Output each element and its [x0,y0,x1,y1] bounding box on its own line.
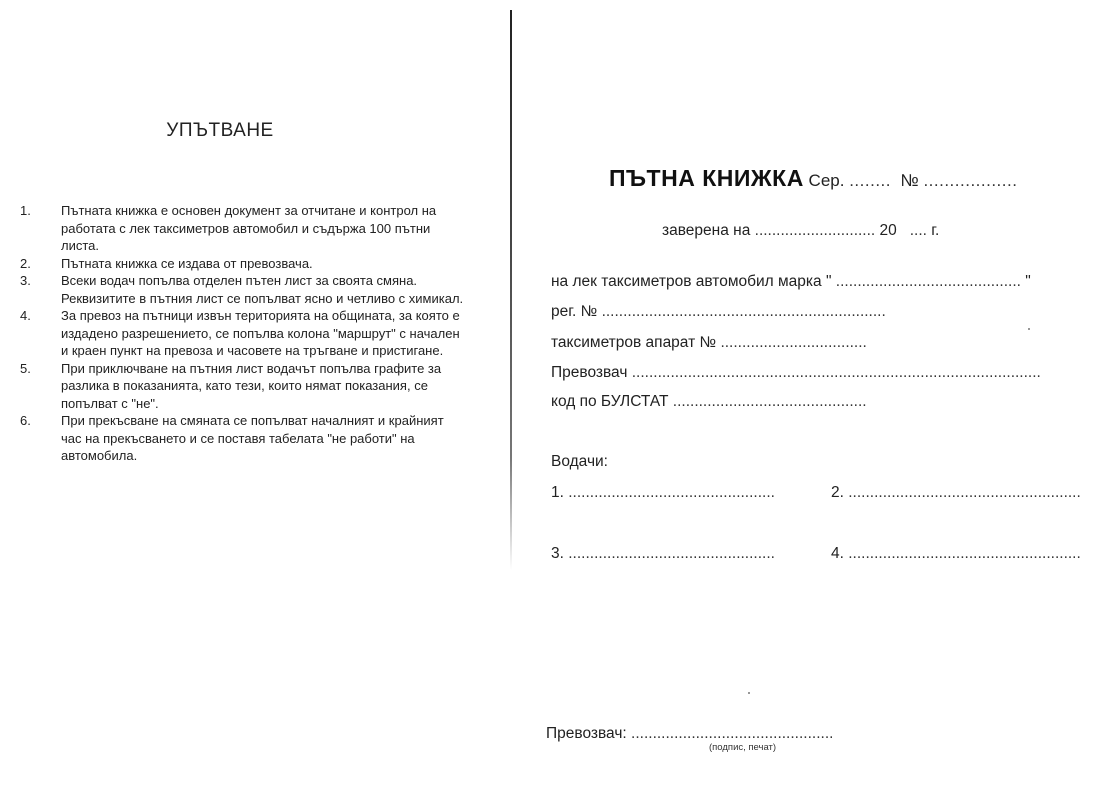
instruction-item [20,360,465,413]
instruction-number: 6. [20,413,31,428]
year-prefix: 20 [879,222,897,239]
signature-line [546,725,833,743]
number-label: № [900,171,919,190]
instruction-paragraph: Всеки водач попълва отделен пътен лист за своята смяна. [61,273,418,288]
reg-field: .................................................................. [601,303,886,320]
form-title: ПЪТНА КНИЖКА [609,165,804,191]
car-brand-close: " [1025,273,1031,290]
reg-line [551,303,886,321]
page-spine [510,10,512,570]
driver-2-num: 2. [831,484,844,501]
instruction-text [61,255,465,273]
instruction-item [20,255,465,273]
driver-3 [551,545,775,563]
year-field: .... [909,222,927,239]
car-brand-field: ........................................... [835,273,1021,290]
form-title-line [609,165,1017,192]
drivers-label: Водачи: [551,453,608,470]
signature-note: (подпис, печат) [709,742,777,753]
year-suffix: г. [931,222,940,239]
signature-label: Превозвач: [546,725,627,742]
bulstat-field: ............................................. [672,393,867,410]
driver-2-field: ...................................................... [848,484,1081,501]
driver-3-field: ................................................ [568,545,775,562]
instruction-paragraph: Реквизитите в пътния лист се попълват ясно и четливо с химикал. [61,290,464,306]
instruction-paragraph: При прекъсване на смяната се попълват началният и крайният час на прекъсването и се поставя табелата "не работи" на автомобила. [61,413,444,463]
driver-1-field: ................................................ [568,484,775,501]
instruction-paragraph: Пътната книжка се издава от превозвача. [61,255,313,271]
driver-4-num: 4. [831,545,844,562]
instruction-item [20,202,465,255]
certified-label: заверена на [662,222,751,239]
instruction-number: 1. [20,203,31,218]
car-brand-label: на лек таксиметров автомобил марка " [551,273,832,290]
bulstat-line [551,393,867,411]
carrier-line [551,364,1041,382]
instructions-page [0,0,510,796]
instruction-item [20,412,465,465]
driver-2 [831,484,1081,502]
instruction-text [61,307,465,360]
instruction-item [20,272,465,307]
driver-4 [831,545,1081,563]
bulstat-label: код по БУЛСТАТ [551,393,669,410]
instruction-text [61,360,465,413]
instruction-number: 5. [20,360,31,376]
driver-4-field: ...................................................... [848,545,1081,562]
instruction-paragraph: Пътната книжка е основен документ за отчитане и контрол на работата с лек таксиметров автомобил и съдържа 100 пътни листа. [61,203,437,253]
driver-1 [551,484,775,502]
instruction-text [61,272,465,307]
reg-label: рег. № [551,303,598,320]
driver-3-num: 3. [551,545,564,562]
instruction-paragraph: За превоз на пътници извън територията на общината, за която е издадено разрешението, се попълва колона "маршрут" с начален и краен пункт на превоза и часовете на тръгване и пристигане. [61,308,460,358]
form-page [514,0,1110,796]
instruction-number: 3. [20,273,31,288]
meter-line [551,334,867,352]
scan-speck [1028,328,1030,330]
number-field: .................. [923,171,1018,190]
instruction-number: 4. [20,308,31,323]
signature-field: ............................................... [631,725,834,742]
instruction-number: 2. [20,255,31,271]
instruction-text [61,202,465,255]
meter-field: .................................. [720,334,867,351]
instructions-list [20,202,465,465]
series-label: Сер. [808,171,845,190]
instruction-paragraph: При приключване на пътния лист водачът попълва графите за разлика в показанията, като тези, които нямат показания, се попълват с "не". [61,360,442,411]
certified-field: ............................ [754,222,876,239]
instructions-title: УПЪТВАНЕ [166,120,274,141]
scan-speck [748,692,750,694]
instruction-text [61,412,465,465]
carrier-field: ............................................................................................... [631,364,1041,381]
certified-line [662,222,939,240]
driver-1-num: 1. [551,484,564,501]
meter-label: таксиметров апарат № [551,334,717,351]
car-brand-line [551,273,1031,291]
carrier-label: Превозвач [551,364,628,381]
instruction-item [20,307,465,360]
series-field: ........ [849,171,891,190]
